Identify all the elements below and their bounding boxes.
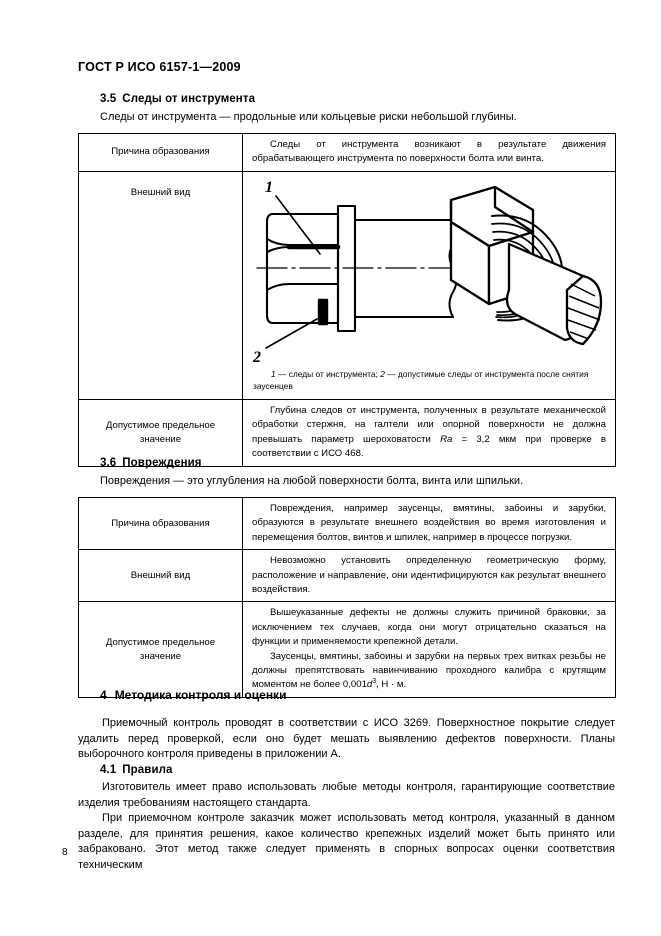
section-title-3-5: Следы от инструмента (122, 93, 256, 105)
figure-caption-mid: — следы от инструмента; (275, 368, 381, 379)
cause-paragraph: Следы от инструмента возникают в результате движения обрабатывающего инструмента по поверхности болта или винта. (252, 139, 606, 165)
table-row (79, 602, 616, 697)
limit-damage-text-part1: Заусенцы, вмятины, забоины и зарубки на первых трех витках резьбы не должны препятствовать навинчиванию проходного калибра с крутящим моментом не более 0,001 (252, 650, 606, 691)
section-title-3-6: Повреждения (122, 457, 202, 469)
section-number-3-6: 3.6 (100, 457, 117, 469)
limit-text-part1: Глубина следов от инструмента, полученных в результате механической обработки стержня, на галтели или опорной поверхности не должна превышать параметр шероховатости (252, 405, 606, 445)
limit-text-part2: = 3,2 мкм при проверке в соответствии с ИСО 468. (252, 433, 606, 460)
row-label-cause-damage: Причина образования (79, 498, 243, 550)
roughness-symbol: Ra (440, 433, 453, 445)
row-text-appearance-damage (243, 550, 616, 602)
defect-table-damage (78, 497, 616, 698)
diameter-symbol: d (366, 679, 373, 691)
bolt-drawing-svg (243, 172, 615, 368)
callout-label-1: 1 (265, 178, 273, 196)
row-label-appearance-damage: Внешний вид (79, 550, 243, 602)
figure-caption-post: — допустимые следы от инструмента после снятия заусенцев (253, 368, 589, 392)
section-lead-3-6: Повреждения — это углубления на любой поверхности болта, винта или шпильки. (100, 475, 524, 487)
clause-number-4: 4 (100, 688, 107, 702)
standard-header: ГОСТ Р ИСО 6157-1—2009 (78, 60, 241, 74)
limit-damage-paragraph-2 (252, 650, 606, 693)
clause-4-paragraph: Приемочный контроль проводят в соответствии с ИСО 3269. Поверхностное покрытие следует удалить перед проверкой, если оно будет мешать выявлению дефектов поверхности. Планы выборочного контроля приведены в приложении А. (78, 717, 615, 761)
appearance-damage-paragraph: Невозможно установить определенную геометрическую форму, расположение и направление, они идентифицируются как результат внешнего воздействия. (252, 555, 606, 595)
limit-damage-paragraph-1: Вышеуказанные дефекты не должны служить причиной браковки, за исключением тех случаев, когда они могут отрицательно сказаться на функции и применяемости крепежной детали. (252, 607, 606, 648)
section-heading-3-6 (100, 457, 202, 469)
callout-label-2: 2 (253, 348, 261, 366)
limit-damage-text-part2: , Н · м. (376, 679, 407, 691)
row-text-cause-damage (243, 498, 616, 550)
limit-paragraph (252, 404, 606, 462)
table-row (79, 134, 616, 172)
row-label-limit: Допустимое предельное значение (79, 400, 243, 467)
row-text-cause (243, 134, 616, 172)
figure-caption-num-1: 1 (271, 368, 276, 379)
clause-number-4-1: 4.1 (100, 764, 117, 776)
table-row (79, 171, 616, 399)
row-label-appearance: Внешний вид (79, 171, 243, 399)
diameter-exponent: 3 (372, 678, 377, 686)
figure-caption-num-2: 2 (380, 368, 385, 379)
cause-damage-paragraph: Повреждения, например заусенцы, вмятины, забоины и зарубки, образуются в результате внешнего воздействия во время изготовления и перемещения болтов, винтов и шпилек, например в процессе погрузки. (252, 503, 606, 543)
row-label-cause: Причина образования (79, 134, 243, 172)
clause-heading-4-1 (100, 764, 173, 776)
row-figure-appearance (243, 171, 616, 399)
section-lead-3-5: Следы от инструмента — продольные или кольцевые риски небольшой глубины. (100, 111, 517, 123)
section-number-3-5: 3.5 (100, 93, 117, 105)
defect-table-tool-marks (78, 133, 616, 467)
row-text-limit (243, 400, 616, 467)
clause-title-4-1: Правила (122, 764, 173, 776)
clause-title-4: Методика контроля и оценки (114, 688, 287, 702)
row-text-limit-damage (243, 602, 616, 697)
section-heading-3-5 (100, 93, 255, 105)
table-row (79, 550, 616, 602)
clause-4-1-paragraph-2: При приемочном контроле заказчик может использовать метод контроля, указанный в данном разделе, для принятия решения, какое количество крепежных изделий может быть принято или забраковано. Этот метод также следует применять в спорных вопросах оценки соответствия техническим (78, 812, 615, 872)
clause-heading-4 (100, 688, 286, 702)
figure-caption (243, 368, 615, 399)
table-row (79, 498, 616, 550)
clause-4-1-body (78, 780, 615, 874)
row-label-limit-damage: Допустимое предельное значение (79, 602, 243, 697)
technical-illustration (243, 172, 615, 368)
page-number: 8 (62, 847, 68, 858)
clause-4-1-paragraph-1: Изготовитель имеет право использовать любые методы контроля, гарантирующие соответствие изделия требованиям настоящего стандарта. (78, 781, 615, 809)
